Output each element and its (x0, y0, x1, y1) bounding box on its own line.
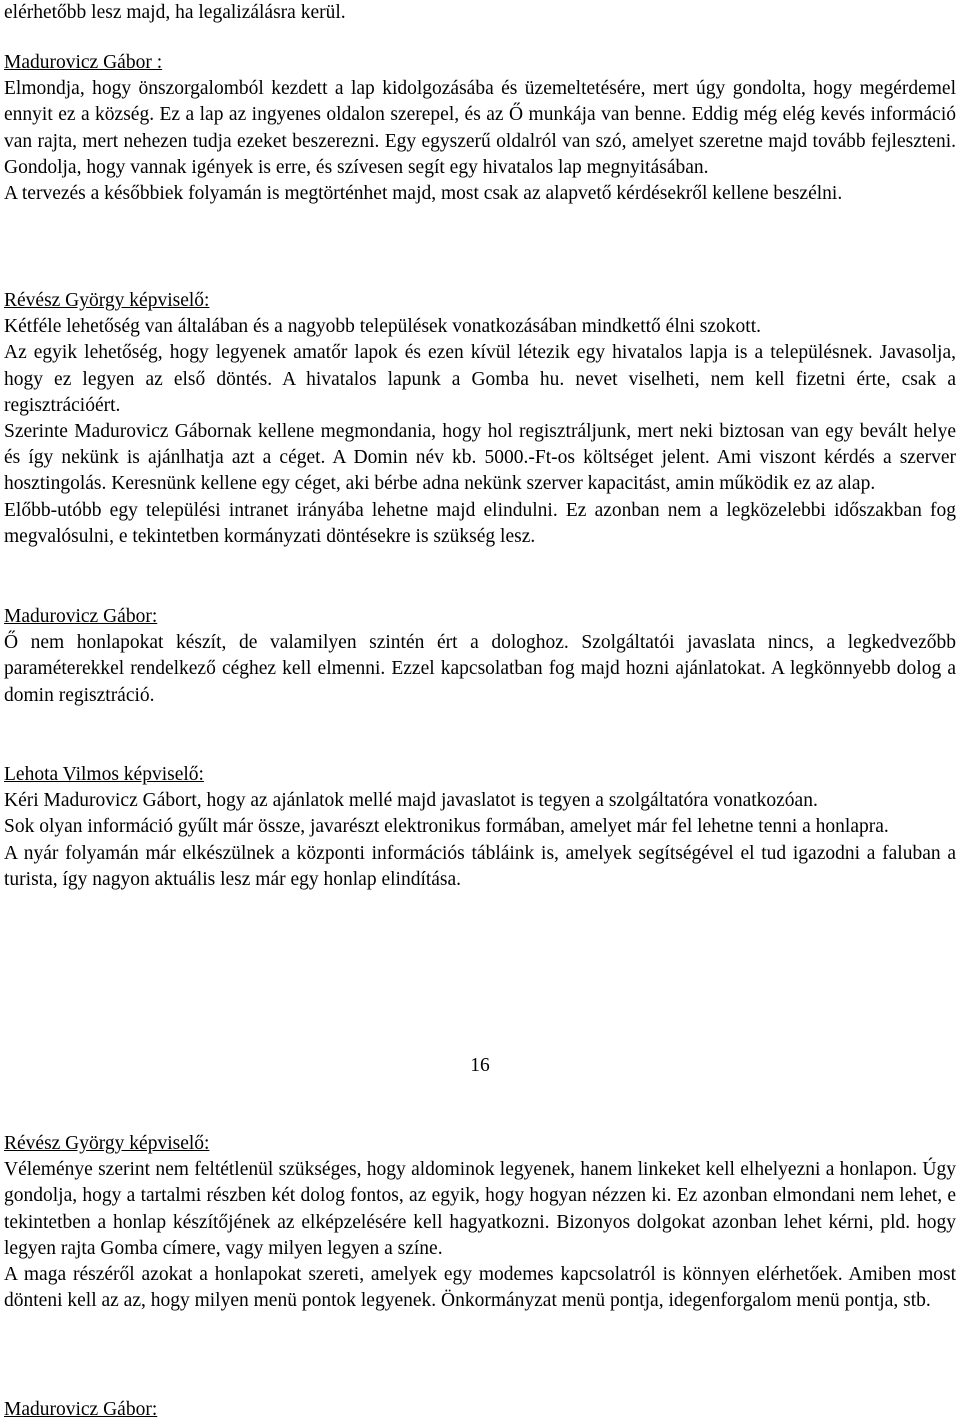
paragraph: Kéri Madurovicz Gábort, hogy az ajánlatok mellé majd javaslatot is tegyen a szolgáltatóra vonatkozóan. (4, 790, 818, 812)
paragraph: Szerinte Madurovicz Gábornak kellene megmondania, hogy hol regisztráljunk, mert neki biztosan van egy bevált helye és így nekünk is ajánlhatja azt a céget. A Domin név kb. 5000.-Ft-os költséget jelent. Ami viszont kérdés a szerver hosztingolás. Keresnünk kellene egy céget, aki bérbe adna nekünk szerver kapacitást, amin működik ez az alap. (4, 421, 956, 495)
paragraph: elérhetőbb lesz majd, ha legalizálásra kerül. (4, 2, 346, 23)
paragraph: Sok olyan információ gyűlt már össze, javarészt elektronikus formában, amelyet már fel lehetne tenni a honlapra. (4, 816, 889, 838)
speaker-block-madurovicz-2 (4, 604, 956, 709)
speaker-block-madurovicz-1 (4, 50, 956, 207)
paragraph: Véleménye szerint nem feltétlenül szükséges, hogy aldominok legyenek, hanem linkeket kell elhelyezni a honlapon. Úgy gondolja, hogy a tartalmi részben két dolog fontos, az egyik, hogy hogyan nézzen ki. Ez azonban elmondani nem lehet, e tekintetben a honlap készítőjének az elképzelésére kell hagyatkozni. Bizonyos dolgokat azonban lehet kérni, pld. hogy legyen rajta Gomba címere, vagy milyen legyen a színe. (4, 1159, 956, 1259)
paragraph: Az egyik lehetőség, hogy legyenek amatőr lapok és ezen kívül létezik egy hivatalos lapja is a településnek. Javasolja, hogy ez legyen az első döntés. A hivatalos lapunk a Gomba hu. nevet viselheti, nem kell fizetni érte, csak a regisztrációért. (4, 342, 956, 416)
speaker-name: Révész György képviselő: (4, 290, 210, 311)
paragraph: Ő nem honlapokat készít, de valamilyen szintén ért a dologhoz. Szolgáltatói javaslata nincs, a legkedvezőbb paraméterekkel rendelkező céghez kell elmenni. Ezzel kapcsolatban fog majd hozni ajánlatokat. A legkönnyebb dolog a domin regisztráció. (4, 632, 956, 706)
page-number: 16 (470, 1055, 490, 1076)
speaker-name: Révész György képviselő: (4, 1133, 210, 1154)
speaker-block-madurovicz-3 (4, 1397, 956, 1423)
speaker-name: Madurovicz Gábor : (4, 52, 163, 73)
speaker-block-revesz-2 (4, 1131, 956, 1314)
speaker-name: Lehota Vilmos képviselő: (4, 764, 204, 785)
speaker-block-revesz-1 (4, 288, 956, 550)
paragraph: A maga részéről azokat a honlapokat szereti, amelyek egy modemes kapcsolatról is könnyen elérhetőek. Amiben most dönteni kell az az, hogy milyen menü pontok legyenek. Önkormányzat menü pontja, idegenforgalom menü pontja, stb. (4, 1264, 956, 1312)
continuation-block (4, 0, 956, 26)
paragraph: Elmondja, hogy önszorgalomból kezdett a lap kidolgozásába és üzemeltetésére, mert úgy gondolta, hogy megérdemel ennyit ez a község. Ez a lap az ingyenes oldalon szerepel, és az Ő munkája van benne. Eddig még elég kevés információ van rajta, mert nehezen tudja ezeket beszerezni. Egy egyszerű oldalról van szó, amelyet szeretne majd tovább fejleszteni. Gondolja, hogy vannak igények is erre, és szívesen segít egy hivatalos lap megnyitásában. (4, 78, 956, 178)
paragraph: A nyár folyamán már elkészülnek a központi információs tábláink is, amelyek segítségével el tud igazodni a faluban a turista, így nagyon aktuális lesz már egy honlap elindítása. (4, 842, 956, 890)
paragraph: Kétféle lehetőség van általában és a nagyobb települések vonatkozásában mindkettő élni szokott. (4, 316, 761, 338)
speaker-block-lehota (4, 762, 956, 893)
paragraph: Előbb-utóbb egy települési intranet irányába lehetne majd elindulni. Ez azonban nem a legközelebbi időszakban fog megvalósulni, e tekintetben kormányzati döntésekre is szükség lesz. (4, 499, 956, 547)
paragraph: A tervezés a későbbiek folyamán is megtörténhet majd, most csak az alapvető kérdésekről kellene beszélni. (4, 183, 843, 205)
speaker-name: Madurovicz Gábor: (4, 606, 158, 627)
speaker-name: Madurovicz Gábor: (4, 1399, 158, 1420)
